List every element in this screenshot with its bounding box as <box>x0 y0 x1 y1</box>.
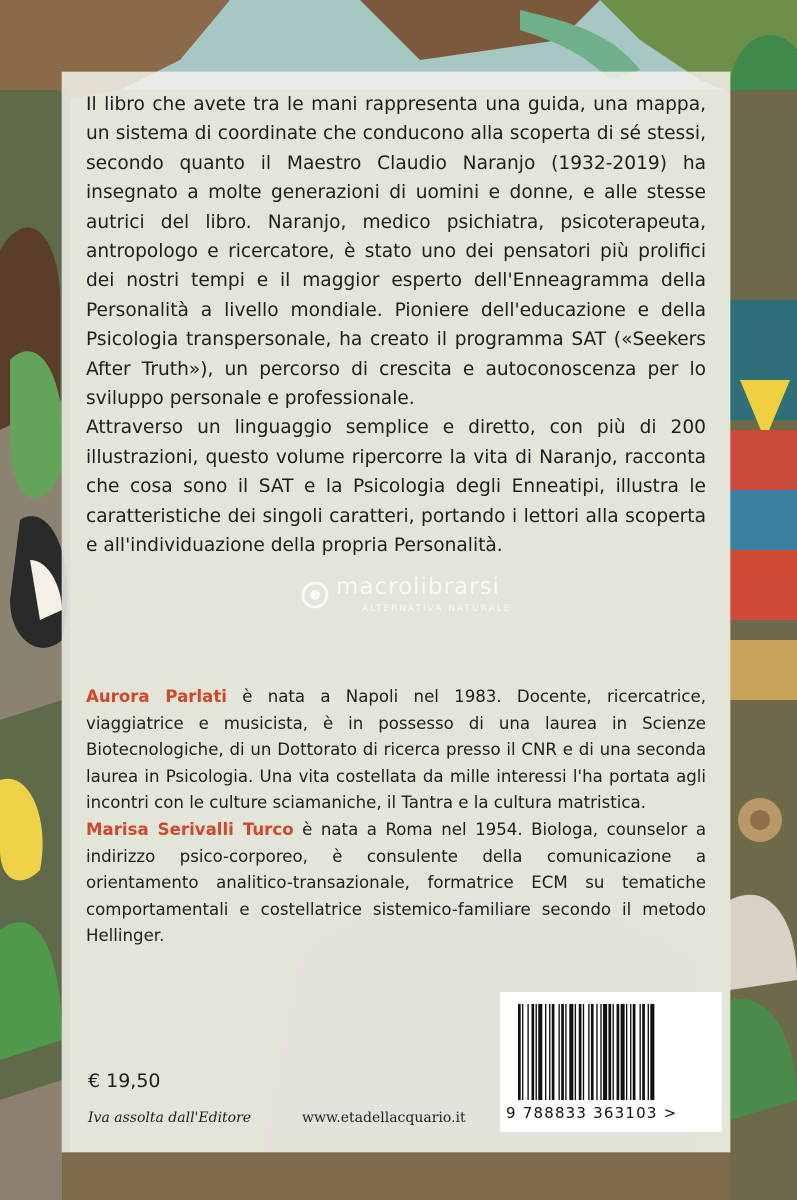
watermark-name: macrolibrarsi <box>336 574 500 600</box>
author-bio-text: è nata a Roma nel 1954. Biologa, counselor a indirizzo psico-corporeo, è consulente della comunicazione a orientamento analitico-transazionale, formatrice ECM su tematiche comportamentali e costellatrice sistemico-familiare secondo il metodo Hellinger. <box>86 819 707 946</box>
barcode-bar <box>591 1004 594 1100</box>
barcode-bar <box>545 1004 546 1100</box>
barcode-bar <box>617 1004 620 1100</box>
barcode-bar <box>600 1004 601 1100</box>
barcode-bar <box>561 1004 564 1100</box>
barcode-bar <box>532 1004 535 1100</box>
barcode-bars <box>518 1004 704 1100</box>
author-name: Marisa Serivalli Turco <box>86 819 294 839</box>
barcode-bar <box>596 1004 597 1100</box>
vat-note: Iva assolta dall'Editore <box>88 1110 252 1126</box>
barcode-bar <box>559 1004 560 1100</box>
author-bios <box>86 684 706 950</box>
synopsis-paragraph: Il libro che avete tra le mani rappresenta una guida, una mappa, un sistema di coordinate che conducono alla scoperta di sé stessi, secondo quanto il Maestro Claudio Naranjo (1932-2019) ha insegnato a molte generazioni di uomini e donne, e alle stesse autrici del libro. Naranjo, medico psichiatra, psicoterapeuta, antropologo e ricercatore, è stato uno dei pensatori più prolifici dei nostri tempi e il maggior esperto dell'Enneagramma della Personalità a livello mondiale. Pioniere dell'educazione e della Psicologia transpersonale, ha creato il programma SAT («Seekers After Truth»), un percorso di crescita e autoconoscenza per lo sviluppo personale e professionale. <box>86 94 706 410</box>
barcode-bar <box>633 1004 636 1100</box>
synopsis-paragraph: Attraverso un linguaggio semplice e diretto, con più di 200 illustrazioni, questo volume ripercorre la vita di Naranjo, racconta che cosa sono il SAT e la Psicologia degli Enneatipi, illustra le caratteristiche dei singoli caratteri, portando i lettori alla scoperta e all'individuazione della propria Personalità. <box>86 417 706 557</box>
barcode-bar <box>613 1004 614 1100</box>
author-name: Aurora Parlati <box>86 687 227 706</box>
barcode-bar <box>549 1004 550 1100</box>
barcode-bar <box>608 1004 611 1100</box>
barcode-bar <box>552 1004 555 1100</box>
barcode-bar <box>565 1004 566 1100</box>
synopsis <box>86 90 706 561</box>
isbn-number: 9 788833 363103 > <box>506 1104 678 1122</box>
barcode-bar <box>626 1004 627 1100</box>
watermark-tagline: ALTERNATIVA NATURALE <box>362 604 512 614</box>
barcode-bar <box>640 1004 641 1100</box>
barcode-bar <box>630 1004 631 1100</box>
barcode-bar <box>538 1004 542 1100</box>
barcode-bar <box>621 1004 625 1100</box>
publisher-website: www.etadellacquario.it <box>302 1110 466 1126</box>
barcode-bar <box>588 1004 589 1100</box>
barcode-bar <box>527 1004 528 1100</box>
barcode <box>500 992 722 1132</box>
barcode-bar <box>642 1004 645 1100</box>
barcode-bar <box>603 1004 607 1100</box>
store-watermark <box>300 574 590 630</box>
barcode-bar <box>522 1004 523 1100</box>
author-bio <box>86 684 706 817</box>
barcode-bar <box>583 1004 584 1100</box>
barcode-bar <box>536 1004 537 1100</box>
barcode-bar <box>579 1004 582 1100</box>
barcode-bar <box>569 1004 573 1100</box>
barcode-bar <box>575 1004 576 1100</box>
price: € 19,50 <box>88 1070 161 1092</box>
barcode-bar <box>648 1004 649 1100</box>
author-bio <box>86 817 706 950</box>
barcode-bar <box>518 1004 521 1100</box>
barcode-bar <box>650 1004 654 1100</box>
author-bio-text: è nata a Napoli nel 1983. Docente, ricercatrice, viaggiatrice e musicista, è in possesso di una laurea in Scienze Biotecnologiche, di un Dottorato di ricerca presso il CNR e di una seconda laurea in Psicologia. Una vita costellata da mille interessi l'ha portata agli incontri con le culture sciamaniche, il Tantra e la cultura matristica. <box>86 687 707 813</box>
watermark-logo-icon <box>300 580 330 610</box>
